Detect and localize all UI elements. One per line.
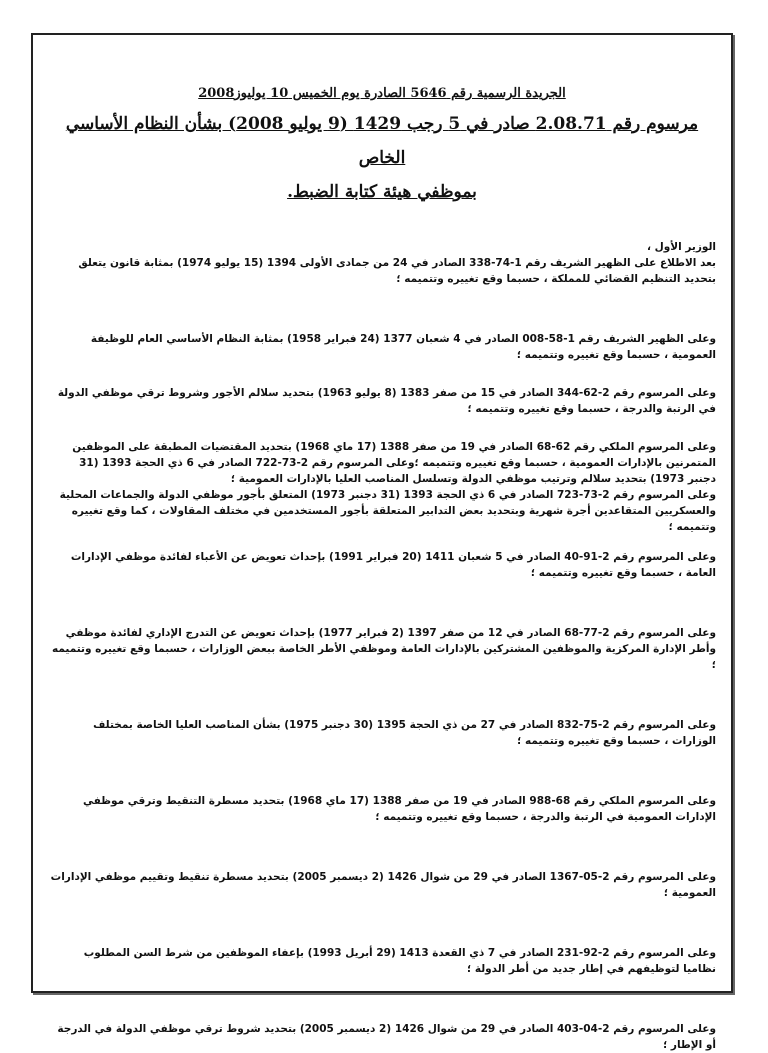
paragraph-visa-1: بعد الاطلاع على الظهير الشريف رقم 1-74-338 الصادر في 24 من جمادى الأولى 1394 (15 يوليو 1974) بمثابة قانون يتعلق بتحديد التنظيم القضائي للمملكة ، حسبما وقع تغييره وتتميمه ؛ [78, 257, 716, 285]
decree-title-line-2: بموظفي هيئة كتابة الضبط. [287, 182, 477, 202]
paragraph-prime-minister: الوزير الأول ، [647, 241, 716, 253]
paragraph-visa-7: وعلى المرسوم رقم 2-77-68 الصادر في 12 من صفر 1397 (2 فبراير 1977) بإحداث تعويض عن التدرج الإداري لفائدة موظفي وأطر الإدارة المركزية والموظفين المشتركين بالإدارات العامة وموظفي الأطر الخاصة ببعض الوزارات ، حسبما وقع تغييره وتتميمه ؛ [52, 627, 716, 671]
document-page [48, 86, 716, 1053]
paragraph-visa-12: وعلى المرسوم رقم 2-04-403 الصادر في 29 من شوال 1426 (2 ديسمبر 2005) بتحديد شروط ترقي موظفي الدولة في الدرجة أو الإطار ؛ [57, 1023, 716, 1051]
paragraph-visa-6: وعلى المرسوم رقم 2-91-40 الصادر في 5 شعبان 1411 (20 فبراير 1991) بإحداث تعويض عن الأعباء لفائدة موظفي الإدارات العامة ، حسبما وقع تغييره وتتميمه ؛ [70, 551, 716, 579]
paragraph-visa-5: وعلى المرسوم رقم 2-73-723 الصادر في 6 ذي الحجة 1393 (31 دجنبر 1973) المتعلق بأجور موظفي الدولة والجماعات المحلية والعسكريين المتقاعدين أجرة شهرية وبتحديد بعض التدابير المتعلقة بأجور المستخدمين في مختلف المقاولات ، كما وقع تغييره وتتميمه ؛ [59, 489, 716, 533]
paragraph-visa-2: وعلى الظهير الشريف رقم 1-58-008 الصادر في 4 شعبان 1377 (24 فبراير 1958) بمثابة النظام الأساسي العام للوظيفة العمومية ، حسبما وقع تغييره وتتميمه ؛ [90, 333, 716, 361]
paragraph-visa-10: وعلى المرسوم رقم 2-05-1367 الصادر في 29 من شوال 1426 (2 ديسمبر 2005) بتحديد مسطرة تنقيط وتقييم موظفي الإدارات العمومية ؛ [50, 871, 716, 899]
journal-reference: الجريدة الرسمية رقم 5646 الصادرة يوم الخميس 10 يوليوز2008 [198, 86, 566, 101]
document-body [48, 239, 716, 1053]
paragraph-visa-8: وعلى المرسوم رقم 2-75-832 الصادر في 27 من ذي الحجة 1395 (30 دجنبر 1975) بشأن المناصب العليا الخاصة بمختلف الوزارات ، حسبما وقع تغييره وتتميمه ؛ [93, 719, 716, 747]
paragraph-visa-9: وعلى المرسوم الملكي رقم 68-988 الصادر في 19 من صفر 1388 (17 ماي 1968) بتحديد مسطرة التنقيط وترقي موظفي الإدارات العمومية في الرتبة والدرجة ، حسبما وقع تغييره وتتميمه ؛ [82, 795, 716, 823]
decree-title-line-1: مرسوم رقم 2.08.71 صادر في 5 رجب 1429 (9 يوليو 2008) بشأن النظام الأساسي الخاص [65, 114, 699, 168]
paragraph-visa-4: وعلى المرسوم الملكي رقم 62-68 الصادر في 19 من صفر 1388 (17 ماي 1968) بتحديد المقتضيات المطبقة على الموظفين المتمرنين بالإدارات العمومية ، حسبما وقع تغييره وتتميمه ؛وعلى المرسوم رقم 2-73-722 الصادر في 6 ذي الحجة 1393 (31 دجنبر 1973) بتحديد سلالم وترتيب موظفي الدولة وتسلسل المناصب العليا بالإدارات العمومية ؛ [72, 441, 716, 485]
paragraph-visa-3: وعلى المرسوم رقم 2-62-344 الصادر في 15 من صفر 1383 (8 يوليو 1963) بتحديد سلالم الأجور وشروط ترقي موظفي الدولة في الرتبة والدرجة ، حسبما وقع تغييره وتتميمه ؛ [57, 387, 716, 415]
paragraph-visa-11: وعلى المرسوم رقم 2-92-231 الصادر في 7 ذي القعدة 1413 (29 أبريل 1993) بإعفاء الموظفين من شرط السن المطلوب نظاميا لتوظيفهم في إطار جديد من أطر الدولة ؛ [83, 947, 716, 975]
